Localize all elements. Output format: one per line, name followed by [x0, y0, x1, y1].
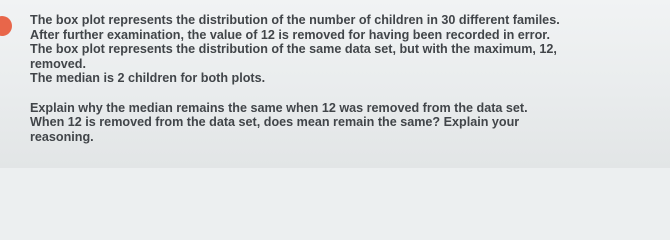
- paragraph-gap: [30, 86, 662, 101]
- question-line: Explain why the median remains the same when 12 was removed from the data set.: [30, 100, 528, 115]
- question-marker: [0, 16, 12, 36]
- problem-line: The box plot represents the distribution of the number of children in 30 different familes.: [30, 13, 560, 27]
- problem-line: The median is 2 children for both plots.: [30, 71, 266, 86]
- question-line: When 12 is removed from the data set, does mean remain the same? Explain your: [30, 115, 520, 130]
- problem-line: After further examination, the value of 12 is removed for having been recorded in error.: [30, 27, 550, 42]
- problem-line: removed.: [30, 56, 86, 71]
- problem-line: The box plot represents the distribution of the same data set, but with the maximum, 12,: [30, 42, 557, 57]
- question-line: reasoning.: [30, 129, 94, 144]
- problem-text: [30, 13, 662, 144]
